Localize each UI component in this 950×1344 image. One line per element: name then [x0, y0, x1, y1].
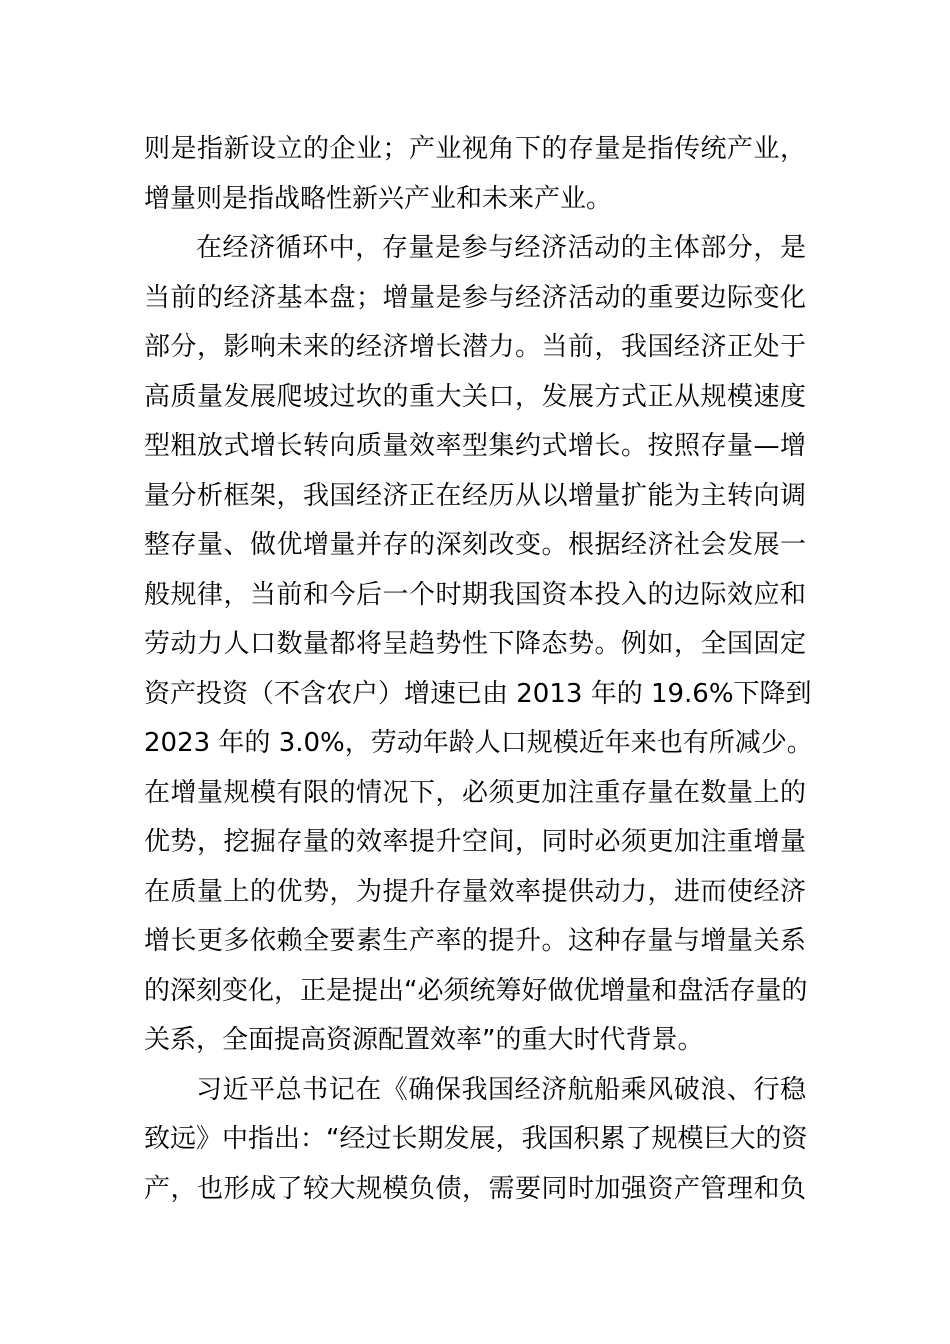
text-line: 当前的经济基本盘；增量是参与经济活动的重要边际变化 [144, 282, 806, 313]
text-line: 增量则是指战略性新兴产业和未来产业。 [144, 183, 613, 214]
text-line: 在经济循环中，存量是参与经济活动的主体部分，是 [196, 233, 806, 263]
text-line: 在质量上的优势，为提升存量效率提供动力，进而使经济 [144, 876, 806, 907]
text-line: 劳动力人口数量都将呈趋势性下降态势。例如，全国固定 [144, 629, 806, 659]
text-line: 关系，全面提高资源配置效率”的重大时代背景。 [144, 1025, 704, 1055]
text-line: 优势，挖掘存量的效率提升空间，同时必须更加注重增量 [144, 827, 806, 857]
text-line: 增长更多依赖全要素生产率的提升。这种存量与增量关系 [144, 926, 806, 956]
text-line: 资产投资（不含农户）增速已由 2013 年的 19.6%下降到 [144, 678, 812, 709]
text-line: 2023 年的 3.0%，劳动年龄人口规模近年来也有所减少。 [144, 728, 813, 758]
text-line: 习近平总书记在《确保我国经济航船乘风破浪、行稳 [196, 1074, 806, 1105]
text-line: 产，也形成了较大规模负债，需要同时加强资产管理和负 [144, 1173, 806, 1204]
text-line: 致远》中指出：“经过长期发展，我国积累了规模巨大的资 [144, 1124, 808, 1154]
text-line: 高质量发展爬坡过坎的重大关口，发展方式正从规模速度 [144, 381, 806, 412]
text-line: 在增量规模有限的情况下，必须更加注重存量在数量上的 [144, 777, 806, 808]
text-line: 量分析框架，我国经济正在经历从以增量扩能为主转向调 [144, 480, 806, 511]
text-line: 般规律，当前和今后一个时期我国资本投入的边际效应和 [144, 579, 806, 610]
text-line: 型粗放式增长转向质量效率型集约式增长。按照存量—增 [144, 431, 806, 461]
text-line: 则是指新设立的企业；产业视角下的存量是指传统产业， [144, 134, 806, 164]
text-line: 的深刻变化，正是提出“必须统筹好做优增量和盘活存量的 [144, 975, 808, 1006]
text-line: 整存量、做优增量并存的深刻改变。根据经济社会发展一 [144, 530, 806, 560]
body-text [144, 125, 813, 1214]
text-line: 部分，影响未来的经济增长潜力。当前，我国经济正处于 [144, 332, 806, 362]
